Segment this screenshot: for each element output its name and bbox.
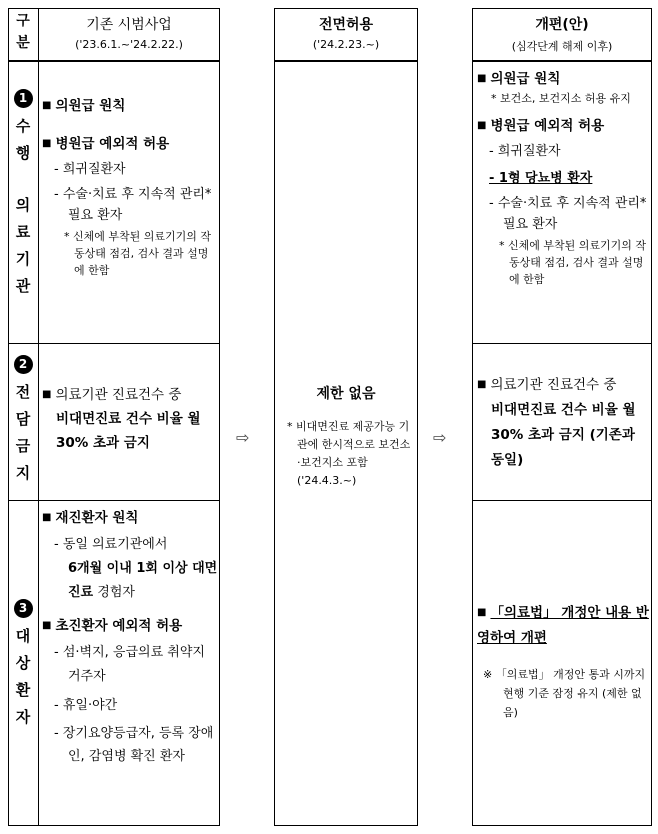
right-header-subtitle: (심각단계 해제 이후) — [511, 40, 613, 53]
arrow-right-icon: ⇨ — [236, 428, 250, 447]
left-column-header — [38, 8, 220, 51]
row2-left-content: ■ 의료기관 진료건수 중 비대면진료 건수 비율 월 30% 초과 금지 — [42, 387, 201, 451]
row2-right-content: ■ 의료기관 진료건수 중 비대면진료 건수 비율 월 30% 초과 금지 (기존과 동일) — [477, 377, 636, 468]
row3-right-content: ■ 「의료법」 개정안 내용 반영하여 개편 ※ 「의료법」 개정안 통과 시까지 현행 기준 잠정 유지 (제한 없음) — [477, 605, 649, 719]
right-column-header — [472, 8, 652, 54]
row3-category: 3 대상환자 — [8, 594, 38, 731]
left-header-subtitle: ('23.6.1.~'24.2.22.) — [75, 38, 183, 51]
middle-main-text: 제한 없음 — [316, 386, 376, 402]
middle-note: * 비대면진료 제공가능 기관에 한시적으로 보건소·보건지소 포함('24.4.3.~) — [287, 420, 411, 487]
right-header-title: 개편(안) — [535, 17, 589, 33]
row3-left-content: ■ 재진환자 원칙 - 동일 의료기관에서 6개월 이내 1회 이상 대면진료 경험자 ■ 초진환자 예외적 허용 - 섬·벽지, 응급의료 취약지 거주자 - 휴일·야간 - 장기요양등급자, 등록 장애인, 감염병 확진 환자 — [42, 510, 218, 764]
middle-table — [274, 8, 418, 826]
middle-header-subtitle: ('24.2.23.~) — [312, 38, 380, 51]
middle-column-header — [274, 8, 418, 51]
arrow-right-icon: ⇨ — [433, 428, 447, 447]
middle-header-title: 전면허용 — [318, 17, 374, 33]
row1-number: 1 — [8, 84, 38, 111]
left-header-title: 기존 시범사업 — [86, 17, 172, 33]
row2-number: 2 — [8, 350, 38, 377]
row1-category: 1 수행 의료기관 — [8, 84, 38, 300]
row1-right-content: ■ 의원급 원칙 * 보건소, 보건지소 허용 유지 ■ 병원급 예외적 허용 - 희귀질환자 - 1형 당뇨병 환자 - 수술·치료 후 지속적 관리* 필요 환자 * 신체에 부착된 의료기기의 작동상태 점검, 검사 결과 설명에 한함 — [477, 71, 647, 286]
row1-left-content: ■ 의원급 원칙 ■ 병원급 예외적 허용 - 희귀질환자 - 수술·치료 후 지속적 관리* 필요 환자 * 신체에 부착된 의료기기의 작동상태 점검, 검사 결과 설명에 한함 — [42, 98, 212, 277]
row2-category: 2 전담금지 — [8, 350, 38, 487]
row3-number: 3 — [8, 594, 38, 621]
category-header: 구분 — [16, 13, 30, 51]
